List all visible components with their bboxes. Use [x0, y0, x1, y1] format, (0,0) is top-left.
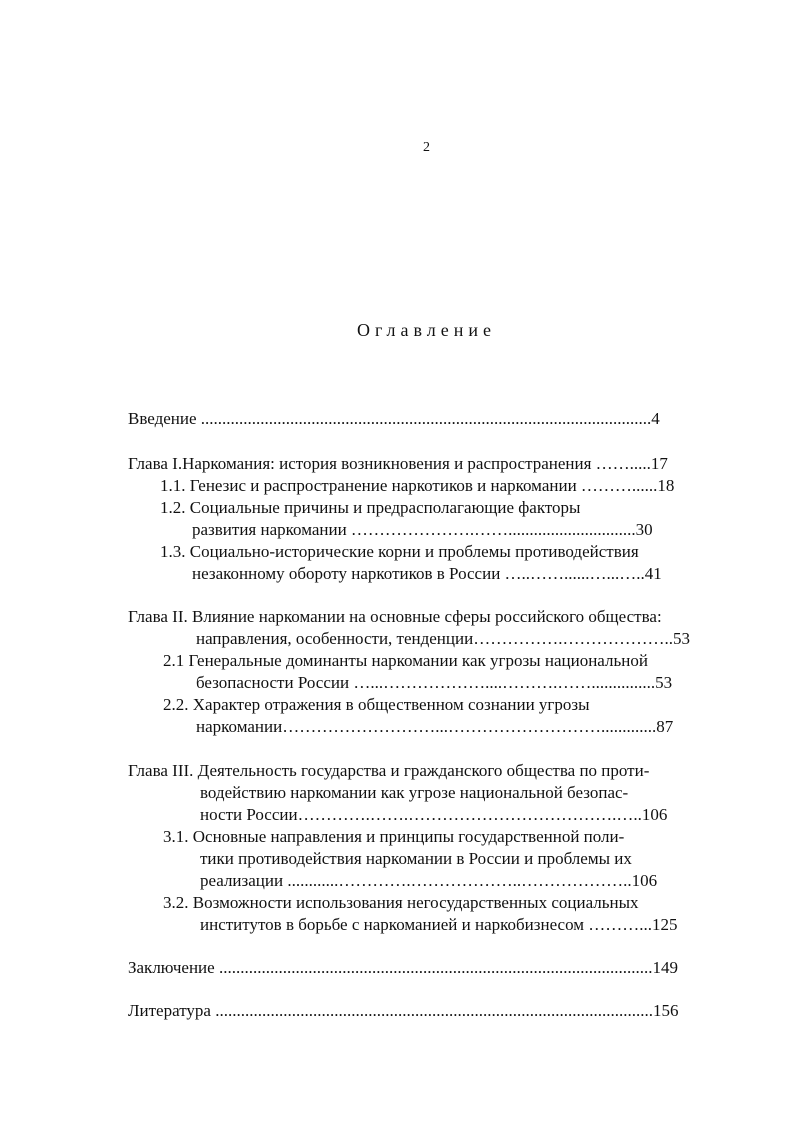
- toc-entry-introduction[interactable]: Введение ..........................................................................................................4: [128, 409, 660, 428]
- toc-entry-1-2[interactable]: 1.2. Социальные причины и предрасполагающие факторы: [160, 498, 581, 517]
- toc-entry-1-1[interactable]: 1.1. Генезис и распространение наркотиков и наркомании ………......18: [160, 476, 675, 495]
- toc-entry-3-2-cont[interactable]: институтов в борьбе с наркоманией и наркобизнесом ………...125: [200, 915, 678, 934]
- toc-entry-chapter-2[interactable]: Глава II. Влияние наркомании на основные сферы российского общества:: [128, 607, 662, 626]
- toc-title: Оглавление: [357, 320, 496, 340]
- toc-entry-1-2-cont[interactable]: развития наркомании ………………….……..............................30: [192, 520, 653, 539]
- toc-entry-3-1-cont-2[interactable]: реализации ............………….………………..………………..106: [200, 871, 658, 890]
- toc-entry-chapter-2-cont[interactable]: направления, особенности, тенденции…………….………………..53: [196, 629, 690, 648]
- toc-entry-2-2-cont[interactable]: наркомании………………………...……………………….............87: [196, 717, 674, 736]
- toc-entry-1-3[interactable]: 1.3. Социально-исторические корни и проблемы противодействия: [160, 542, 639, 561]
- toc-entry-3-1[interactable]: 3.1. Основные направления и принципы государственной поли-: [163, 827, 625, 846]
- toc-entry-2-1[interactable]: 2.1 Генеральные доминанты наркомании как угрозы национальной: [163, 651, 648, 670]
- page-number: 2: [423, 140, 430, 155]
- toc-entry-conclusion[interactable]: Заключение ......................................................................................................149: [128, 958, 678, 977]
- toc-entry-chapter-3-cont-1[interactable]: водействию наркомании как угрозе национальной безопас-: [200, 783, 629, 802]
- toc-entry-2-1-cont[interactable]: безопасности России …...………………....……….……...............53: [196, 673, 673, 692]
- toc-entry-3-2[interactable]: 3.2. Возможности использования негосударственных социальных: [163, 893, 639, 912]
- toc-entry-chapter-3-cont-2[interactable]: ности России………….…….……………………………….…..106: [200, 805, 668, 824]
- toc-entry-2-2[interactable]: 2.2. Характер отражения в общественном сознании угрозы: [163, 695, 590, 714]
- toc-entry-1-3-cont[interactable]: незаконному обороту наркотиков в России …..……......…...…..41: [192, 564, 662, 583]
- toc-entry-3-1-cont-1[interactable]: тики противодействия наркомании в России и проблемы их: [200, 849, 632, 868]
- toc-entry-literature[interactable]: Литература .......................................................................................................156: [128, 1001, 679, 1020]
- toc-entry-chapter-1[interactable]: Глава I.Наркомания: история возникновения и распространения …….....17: [128, 454, 668, 473]
- toc-entry-chapter-3[interactable]: Глава III. Деятельность государства и гражданского общества по проти-: [128, 761, 650, 780]
